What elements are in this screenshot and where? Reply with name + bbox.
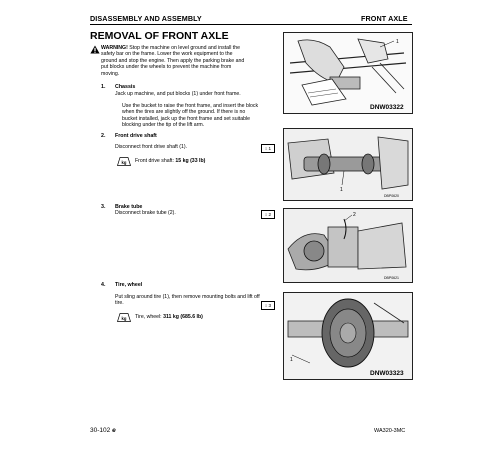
step-text <box>115 294 275 307</box>
warning-icon <box>90 45 100 54</box>
note-line: bucket installed, jack up the front frame and set suitable <box>122 115 251 122</box>
warning-line: safety bar on the frame. Lower the work equipment to the <box>101 51 233 58</box>
step-name: Tire, wheel <box>115 282 143 288</box>
warning-line: ground and stop the engine. Then apply the parking brake and <box>101 57 245 64</box>
page-number-text: 30-102 <box>90 427 111 434</box>
weight-line <box>135 314 203 320</box>
edition-mark: e <box>112 427 116 434</box>
tool-symbol: ↕ 1 <box>261 144 275 153</box>
weight-icon <box>117 157 131 166</box>
model-number: WA320-3MC <box>374 428 406 434</box>
warning-line: moving. <box>101 70 120 77</box>
drive-shaft-illustration <box>284 129 412 200</box>
callout-number: 1 <box>340 187 343 193</box>
figure-code: DNW03322 <box>370 104 404 111</box>
chassis-illustration <box>284 33 412 113</box>
weight-icon <box>117 313 131 322</box>
warning-line: Stop the machine on level ground and install the <box>129 45 241 51</box>
step-text: Jack up machine, and put blocks (1) under front frame. <box>115 91 241 97</box>
step-text: Disconnect brake tube (2). <box>115 210 176 216</box>
brake-tube-illustration <box>284 209 412 282</box>
figure-code: DBP0621 <box>384 276 399 280</box>
callout-number: 2 <box>353 212 356 218</box>
figure-code: DNW03323 <box>370 370 404 377</box>
tool-symbol: ↕ 2 <box>261 210 275 219</box>
step-note <box>122 103 274 129</box>
step-text-line: tire. <box>115 300 124 307</box>
weight-value: 15 kg (33 lb) <box>175 158 206 164</box>
weight-label: Front drive shaft: <box>135 158 176 164</box>
step-text: Disconnect front drive shaft (1). <box>115 144 188 150</box>
header-rule <box>90 24 412 25</box>
svg-text:kg: kg <box>121 160 127 165</box>
page-title: REMOVAL OF FRONT AXLE <box>90 30 229 42</box>
warning-label: WARNING! <box>101 45 128 51</box>
step-name: Brake tube <box>115 204 143 210</box>
warning-block <box>101 45 276 77</box>
weight-value: 311 kg (685.6 lb) <box>163 314 203 320</box>
note-line: when the tires are slightly off the ground. If there is no <box>122 109 246 116</box>
callout-number: 1 <box>290 357 293 363</box>
callout-number: 1 <box>396 39 399 45</box>
step-number: 2. <box>101 133 106 139</box>
note-line: Use the bucket to raise the front frame, and insert the block <box>122 103 259 109</box>
note-line: blocking under the tip of the lift arm. <box>122 122 205 129</box>
figure-chassis-blocking <box>283 32 413 114</box>
header-chapter-title: FRONT AXLE <box>361 14 408 23</box>
step-name: Chassis <box>115 84 136 90</box>
step-name: Front drive shaft <box>115 133 157 139</box>
step-number: 4. <box>101 282 106 288</box>
svg-text:kg: kg <box>121 316 127 321</box>
step-number: 3. <box>101 204 106 210</box>
tool-symbol: ↕ 3 <box>261 301 275 310</box>
figure-drive-shaft <box>283 128 413 201</box>
weight-line <box>135 158 205 164</box>
warning-line: put blocks under the wheels to prevent the machine from <box>101 64 232 71</box>
page-number <box>90 427 116 434</box>
tire-wheel-illustration <box>284 293 412 379</box>
weight-label: Tire, wheel: <box>135 314 164 320</box>
figure-tire-wheel <box>283 292 413 380</box>
header-section-title: DISASSEMBLY AND ASSEMBLY <box>90 14 202 23</box>
step-text-line: Put sling around tire (1), then remove mounting bolts and lift off <box>115 294 260 300</box>
figure-code: DBP0620 <box>384 194 399 198</box>
step-number: 1. <box>101 84 106 90</box>
figure-brake-tube <box>283 208 413 283</box>
